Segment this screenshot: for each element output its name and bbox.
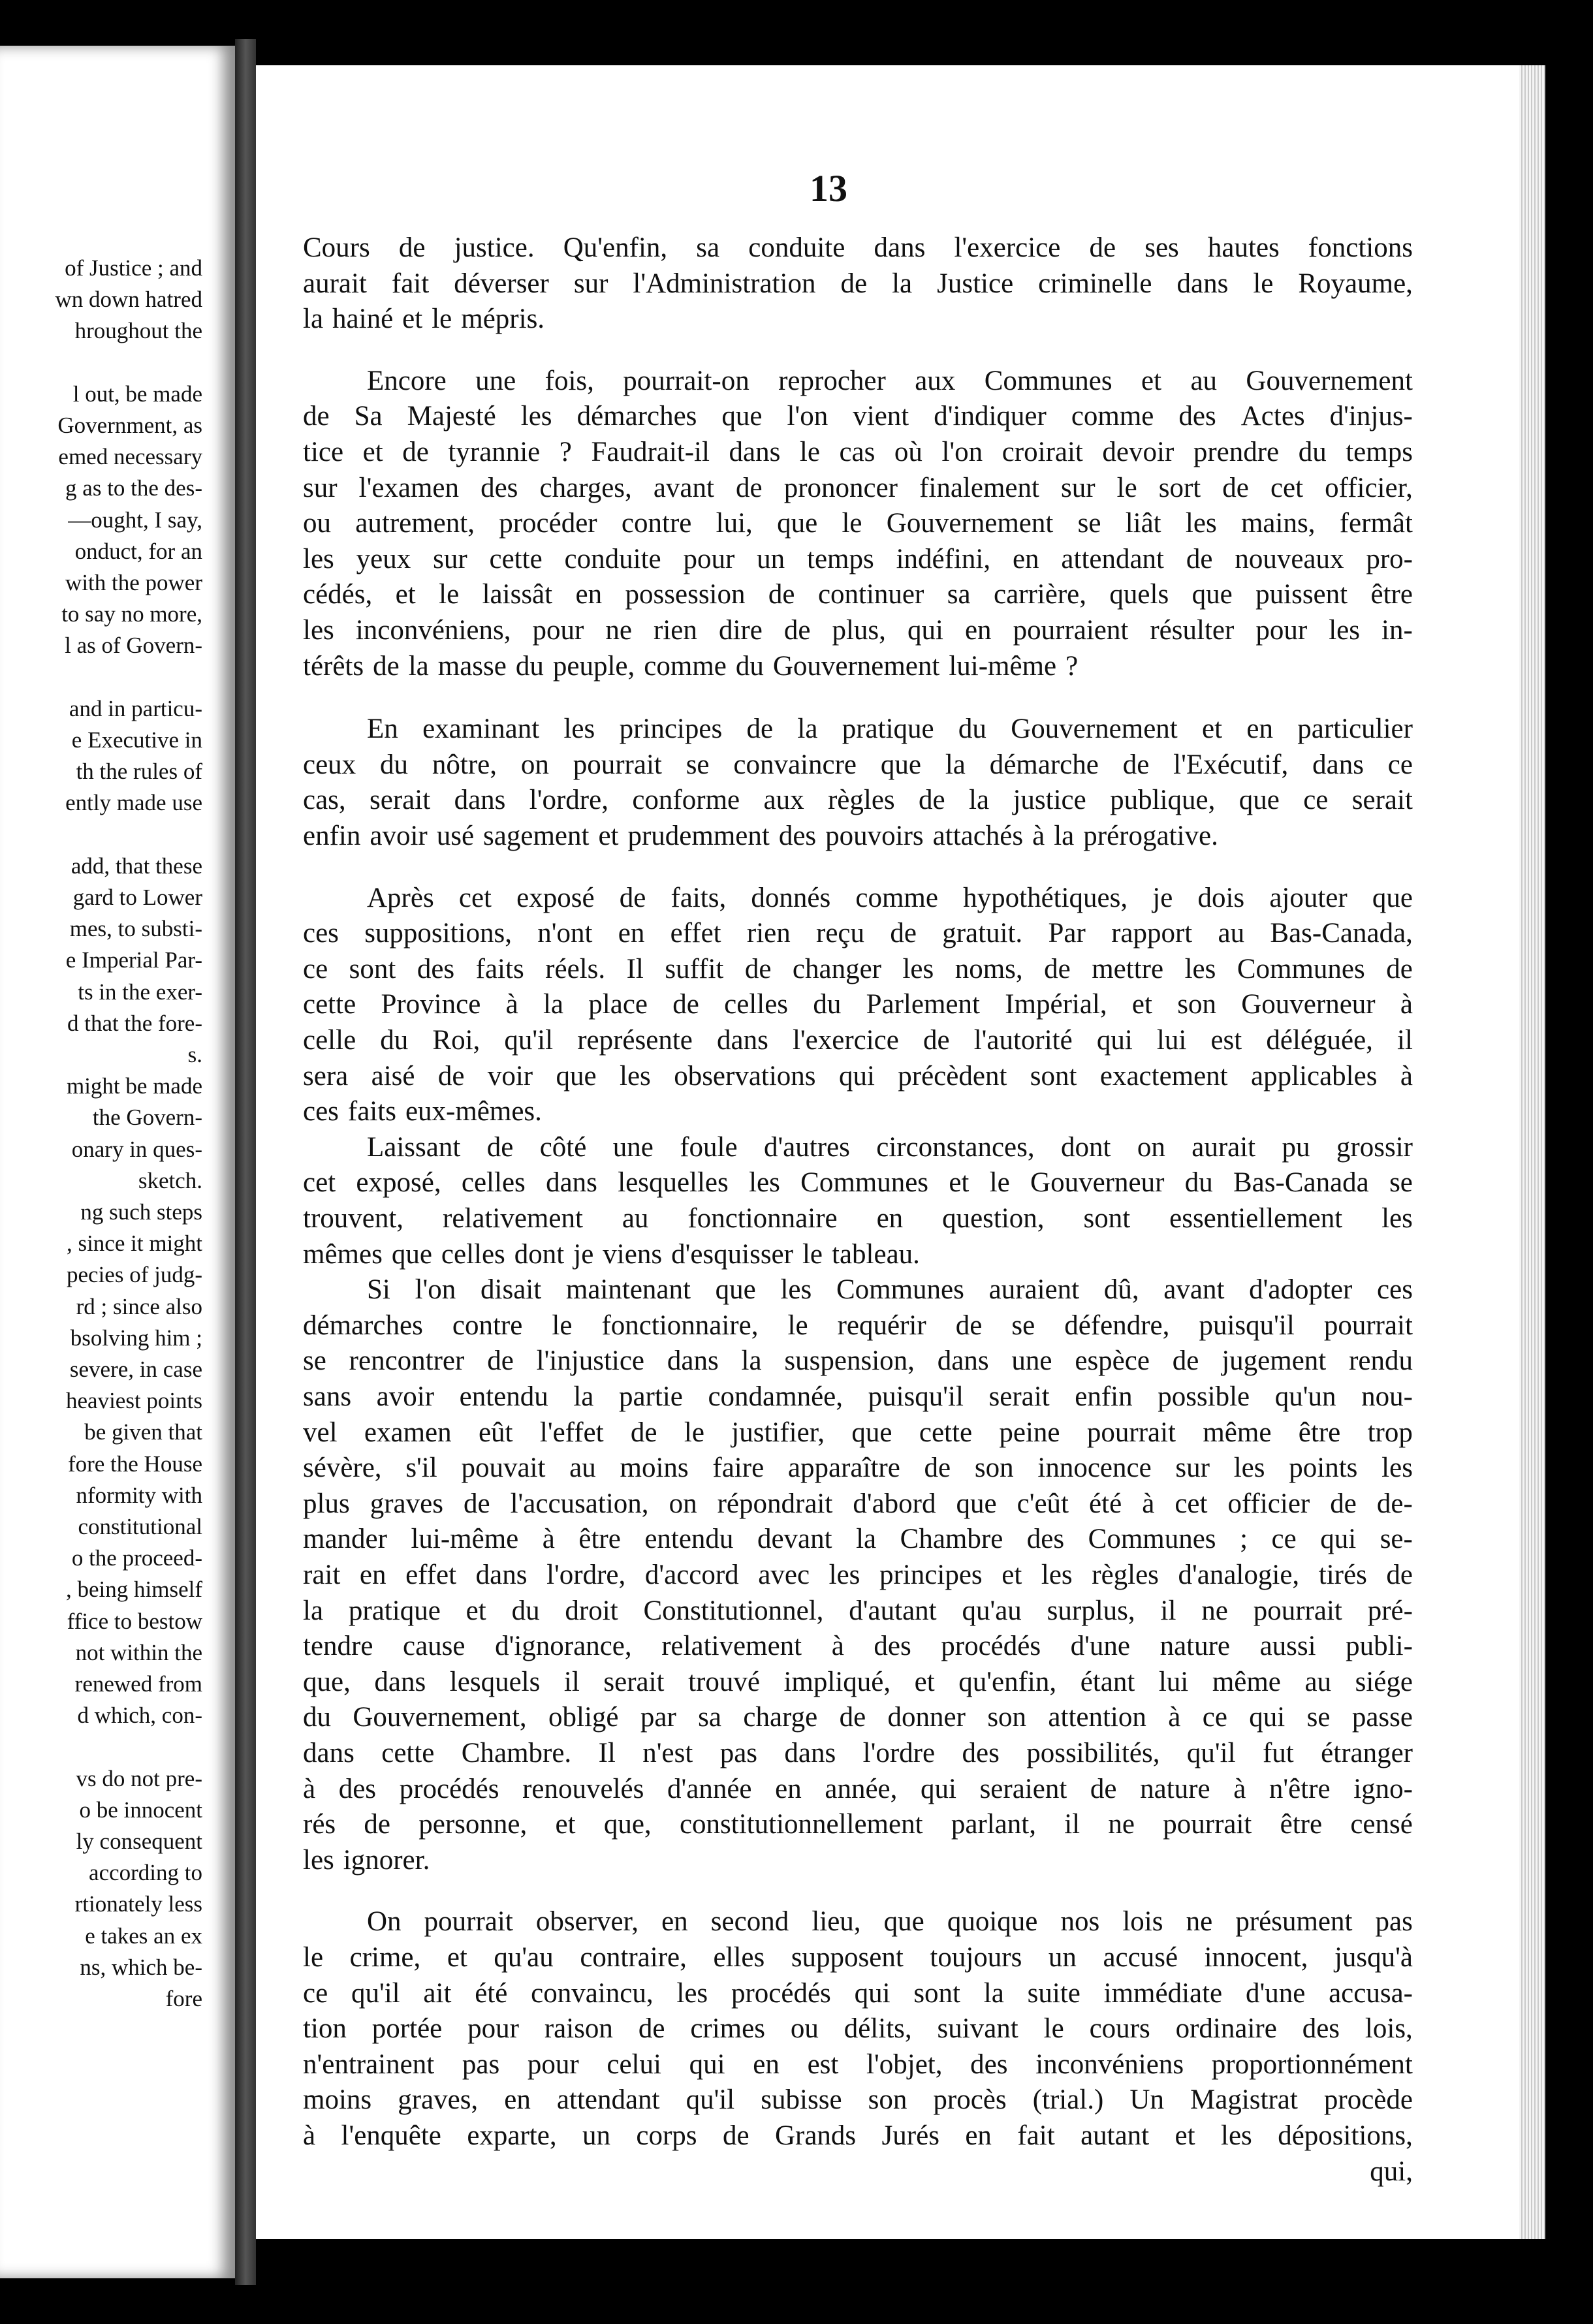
left-page-line: heaviest points	[66, 1388, 202, 1414]
text-line: ce qu'il ait été convaincu, les procédés qui sont la suite immédiate d'une accusa-	[303, 1977, 1413, 2009]
left-page-line: to say no more,	[61, 601, 202, 627]
left-page-line: might be made	[66, 1073, 202, 1099]
text-line: Après cet exposé de faits, donnés comme hypothétiques, je dois ajouter que	[367, 882, 1413, 913]
left-page-line: d which, con-	[77, 1703, 202, 1729]
left-page-line: ly consequent	[76, 1829, 202, 1854]
left-page-line: fore	[165, 1986, 202, 2011]
text-line: cet exposé, celles dans lesquelles les Communes et le Gouverneur du Bas-Canada se	[303, 1167, 1413, 1199]
right-page	[256, 65, 1519, 2239]
text-line: du Gouvernement, obligé par sa charge de donner son attention à ce qui se passe	[303, 1702, 1413, 1733]
left-page-line: e takes an ex	[85, 1923, 202, 1949]
left-page-line: not within the	[75, 1639, 202, 1665]
left-page-line: sketch.	[138, 1167, 202, 1193]
left-page-line: mes, to substi-	[69, 916, 202, 942]
text-line: ce sont des faits réels. Il suffit de changer les noms, de mettre les Communes de	[303, 953, 1413, 984]
left-page-line: pecies of judg-	[67, 1262, 202, 1288]
text-line: les yeux sur cette conduite pour un temps indéfini, en attendant de nouveaux pro-	[303, 543, 1413, 574]
text-line: Cours de justice. Qu'enfin, sa conduite dans l'exercice de ses hautes fonctions	[303, 232, 1413, 263]
text-line: moins graves, en attendant qu'il subisse son procès (trial.) Un Magistrat procède	[303, 2084, 1413, 2116]
text-line: cas, serait dans l'ordre, conforme aux règles de la justice publique, que ce serait	[303, 785, 1413, 816]
text-line: sur l'examen des charges, avant de prononcer finalement sur le sort de cet officier,	[303, 472, 1413, 503]
left-page-line: the Govern-	[92, 1105, 202, 1131]
left-page-line: g as to the des-	[65, 475, 202, 501]
left-page-line: onary in ques-	[71, 1136, 202, 1162]
left-page-line: renewed from	[74, 1671, 202, 1697]
left-page-line: ng such steps	[80, 1199, 202, 1225]
left-page-line: —ought, I say,	[68, 507, 202, 533]
left-page-line: emed necessary	[58, 444, 202, 470]
text-line: aurait fait déverser sur l'Administration de la Justice criminelle dans le Royaume,	[303, 268, 1413, 299]
text-line: vel examen eût l'effet de le justifier, que cette peine pourrait même être trop	[303, 1417, 1413, 1448]
text-line: cette Province à la place de celles du Parlement Impérial, et son Gouverneur à	[303, 989, 1413, 1020]
text-line: que, dans lesquels il serait trouvé impliqué, et qu'enfin, étant lui même au siége	[303, 1666, 1413, 1697]
left-page-line: o be innocent	[79, 1797, 202, 1823]
text-line: térêts de la masse du peuple, comme du Gouvernement lui-même ?	[303, 650, 1079, 682]
text-line: plus graves de l'accusation, on répondrait d'abord que c'eût été à cet officier de de-	[303, 1488, 1413, 1519]
left-page-line: hroughout the	[74, 318, 202, 344]
text-line: tion portée pour raison de crimes ou délits, suivant le cours ordinaire des lois,	[303, 2013, 1413, 2045]
text-line: En examinant les principes de la pratique du Gouvernement et en particulier	[367, 714, 1413, 745]
text-line: ou autrement, procéder contre lui, que le Gouvernement se liât les mains, fermât	[303, 508, 1413, 539]
left-page-line: gard to Lower	[72, 885, 202, 910]
left-page-line: d that the fore-	[67, 1010, 202, 1036]
text-line: Laissant de côté une foule d'autres circonstances, dont on aurait pu grossir	[367, 1131, 1413, 1163]
text-line: tendre cause d'ignorance, relativement à des procédés d'une nature aussi publi-	[303, 1631, 1413, 1662]
text-line: ceux du nôtre, on pourrait se convaincre que la démarche de l'Exécutif, dans ce	[303, 749, 1413, 780]
left-page-line: add, that these	[71, 853, 202, 879]
text-line: dans cette Chambre. Il n'est pas dans l'ordre des possibilités, qu'il fut étranger	[303, 1738, 1413, 1768]
text-line: les ignorer.	[303, 1844, 430, 1876]
text-line: mêmes que celles dont je viens d'esquisser le tableau.	[303, 1238, 920, 1270]
text-line: On pourrait observer, en second lieu, que quoique nos lois ne présument pas	[367, 1906, 1413, 1938]
page-number: 13	[810, 167, 847, 210]
book-gutter	[235, 39, 256, 2285]
left-page-line: l out, be made	[72, 381, 202, 407]
text-line: trouvent, relativement au fonctionnaire en question, sont essentiellement les	[303, 1203, 1413, 1234]
left-page-line: , since it might	[66, 1231, 202, 1257]
left-page-line: ently made use	[65, 790, 202, 816]
text-line: de Sa Majesté les démarches que l'on vient d'indiquer comme des Actes d'injus-	[303, 401, 1413, 432]
left-page-line: nformity with	[76, 1482, 202, 1508]
left-page-line: s.	[187, 1042, 202, 1067]
left-page-line: bsolving him ;	[70, 1325, 202, 1351]
left-page-line: vs do not pre-	[76, 1765, 202, 1791]
left-page-line: fore the House	[67, 1451, 202, 1477]
left-page-line: rtionately less	[74, 1891, 202, 1917]
text-line: à des procédés renouvelés d'année en année, qui seraient de nature à n'être igno-	[303, 1773, 1413, 1804]
left-page-line: of Justice ; and	[65, 255, 202, 281]
page-edge	[1519, 65, 1545, 2239]
left-page-line: according to	[89, 1860, 202, 1886]
left-page-line: constitutional	[78, 1514, 202, 1539]
left-page	[0, 46, 235, 2278]
left-page-line: severe, in case	[69, 1357, 202, 1382]
text-line: ces faits eux-mêmes.	[303, 1096, 542, 1127]
text-line: se rencontrer de l'injustice dans la suspension, dans une espèce de jugement rendu	[303, 1345, 1413, 1377]
left-page-line: e Executive in	[71, 727, 202, 753]
text-line: n'entrainent pas pour celui qui en est l'objet, des inconvéniens proportionnément	[303, 2049, 1413, 2080]
left-page-line: e Imperial Par-	[65, 947, 202, 973]
text-line: mander lui-même à être entendu devant la Chambre des Communes ; ce qui se-	[303, 1524, 1413, 1555]
left-page-line: be given that	[84, 1419, 202, 1445]
text-line: à l'enquête exparte, un corps de Grands Jurés en fait autant et les dépositions,	[303, 2120, 1413, 2151]
text-line: rés de personne, et que, constitutionnellement parlant, il ne pourrait être censé	[303, 1809, 1413, 1840]
text-line: la pratique et du droit Constitutionnel, d'autant qu'au surplus, il ne pourrait pré-	[303, 1595, 1413, 1626]
left-page-line: with the power	[65, 570, 202, 595]
left-page-line: rd ; since also	[76, 1293, 202, 1319]
text-line: démarches contre le fonctionnaire, le requérir de se défendre, puisqu'il pourrait	[303, 1310, 1413, 1341]
text-line: enfin avoir usé sagement et prudemment des pouvoirs attachés à la prérogative.	[303, 821, 1218, 851]
left-page-line: ns, which be-	[80, 1954, 202, 1980]
text-line: cédés, et le laissât en possession de continuer sa carrière, quels que puissent être	[303, 579, 1413, 610]
text-line: le crime, et qu'au contraire, elles supposent toujours un accusé innocent, jusqu'à	[303, 1942, 1413, 1973]
left-page-line: l as of Govern-	[65, 633, 202, 659]
left-page-line: , being himself	[66, 1577, 202, 1603]
left-page-line: onduct, for an	[74, 538, 202, 564]
text-line: Encore une fois, pourrait-on reprocher aux Communes et au Gouvernement	[367, 365, 1413, 396]
text-line: les inconvéniens, pour ne rien dire de plus, qui en pourraient résulter pour les in-	[303, 615, 1413, 646]
left-page-line: ts in the exer-	[78, 979, 202, 1005]
text-line: Si l'on disait maintenant que les Communes auraient dû, avant d'adopter ces	[367, 1274, 1413, 1306]
text-line: tice et de tyrannie ? Faudrait-il dans le cas où l'on croirait devoir prendre du temps	[303, 437, 1413, 467]
text-line: rait en effet dans l'ordre, d'accord avec les principes et les règles d'analogie, tirés de	[303, 1560, 1413, 1590]
text-line: celle du Roi, qu'il représente dans l'exercice de l'autorité qui lui est déléguée, il	[303, 1025, 1413, 1056]
text-line: ces suppositions, n'ont en effet rien reçu de gratuit. Par rapport au Bas-Canada,	[303, 918, 1413, 949]
left-page-line: th the rules of	[76, 759, 202, 785]
left-page-line: Government, as	[57, 413, 202, 438]
left-page-line: o the proceed-	[71, 1545, 202, 1571]
text-line: sévère, s'il pouvait au moins faire apparaître de son innocence sur les points les	[303, 1452, 1413, 1484]
text-line: qui,	[1370, 2156, 1413, 2187]
text-line: la hainé et le mépris.	[303, 304, 545, 335]
left-page-line: ffice to bestow	[67, 1608, 202, 1634]
left-page-line: and in particu-	[69, 695, 202, 721]
left-page-line: wn down hatred	[55, 287, 202, 313]
text-line: sans avoir entendu la partie condamnée, puisqu'il serait enfin possible qu'un nou-	[303, 1381, 1413, 1412]
text-line: sera aisé de voir que les observations qui précèdent sont exactement applicables à	[303, 1060, 1413, 1091]
